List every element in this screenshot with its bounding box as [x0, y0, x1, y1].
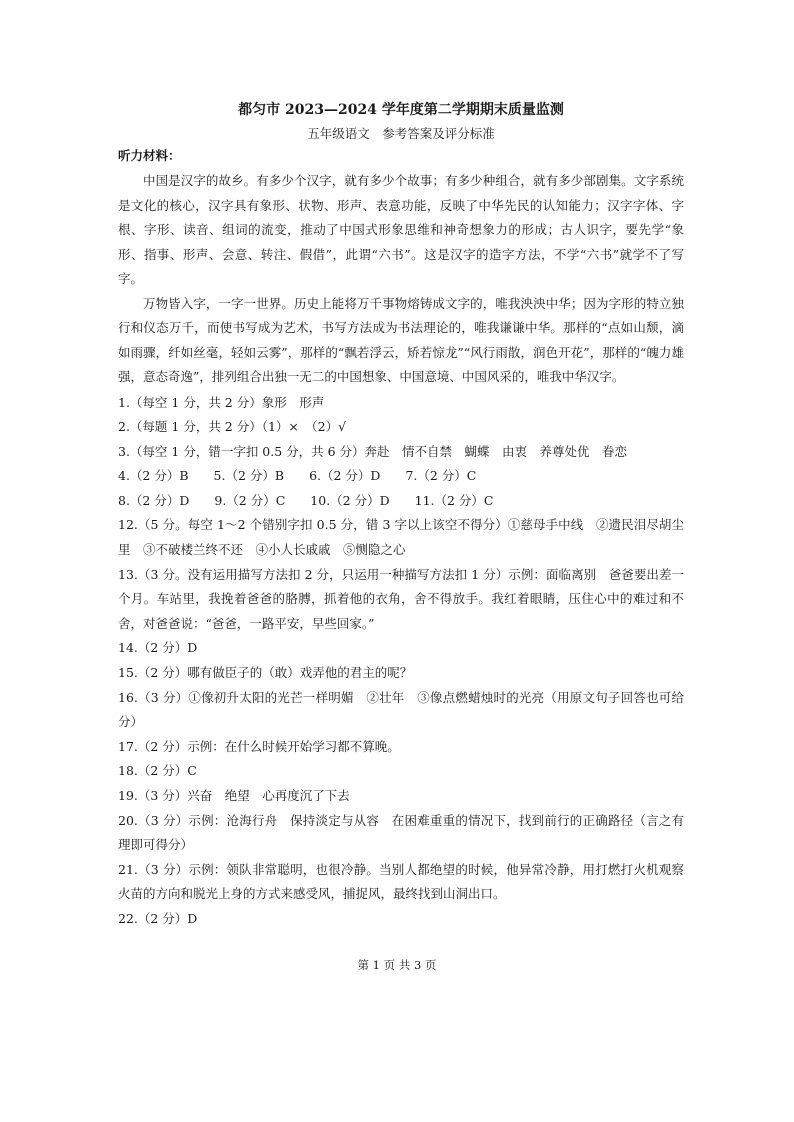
answer-item: 20.（3 分）示例：沧海行舟 保持淡定与从容 在困难重重的情况下，找到前行的正确路径（言之有理即可得分）: [118, 812, 684, 853]
answer-item: 3.（每空 1 分，错一字扣 0.5 分，共 6 分）奔赴 情不自禁 蝴蝶 由衷 养尊处优 眷恋: [118, 443, 628, 459]
answer-item: 14.（2 分）D: [118, 640, 198, 656]
answer-item: 19.（3 分）兴奋 绝望 心再度沉了下去: [118, 788, 350, 803]
answer-item: 1.（每空 1 分，共 2 分）象形 形声: [118, 394, 325, 410]
answer-item: 2.（每题 1 分，共 2 分）（1）× （2）√: [118, 419, 347, 435]
answer-item: 16.（3 分）①像初升太阳的光芒一样明媚 ②壮年 ③像点燃蜡烛时的光亮（用原文句子回答也可给分）: [118, 689, 684, 730]
answer-list: [118, 391, 684, 932]
listening-paragraph-1: 中国是汉字的故乡。有多少个汉字，就有多少个故事；有多少种组合，就有多少部剧集。文字系统是文化的核心，汉字具有象形、状物、形声、表意功能，反映了中华先民的认知能力；汉字字体、字根、字形、读音、组词的流变，推动了中国式形象思维和神奇想象力的形成；古人识字，要先学“象形、指事、形声、会意、转注、假借”，此谓“六书”。这是汉字的造字方法，不学“六书”就学不了写字。: [118, 173, 684, 286]
answer-item: 13.（3 分。没有运用描写方法扣 2 分，只运用一种描写方法扣 1 分）示例：面临离别 爸爸要出差一个月。车站里，我挽着爸爸的胳膊，抓着他的衣角，舍不得放手。我红着眼睛，压住心中的难过和不舍，对爸爸说：“爸爸，一路平安，早些回家。”: [118, 566, 684, 631]
answer-item: 4.（2 分）B 5.（2 分）B 6.（2 分）D 7.（2 分）C: [118, 468, 477, 484]
document-subtitle: 五年级语文 参考答案及评分标准: [307, 126, 495, 141]
listening-paragraph-2: 万物皆入字，一字一世界。历史上能将万千事物熔铸成文字的，唯我泱泱中华；因为字形的特立独行和仪态万千，而使书写成为艺术，书写方法成为书法理论的，唯我谦谦中华。那样的“点如山颓，滴如雨骤，纤如丝毫，轻如云雾”，那样的“飘若浮云，矫若惊龙”“风行雨散，润色开花”，那样的“魄力雄强，意态奇逸”，排列组合出独一无二的中国想象、中国意境、中国风采的，唯我中华汉字。: [118, 295, 684, 384]
document-title: 都匀市 2023—2024 学年度第二学期期末质量监测: [238, 102, 564, 118]
answer-item: 8.（2 分）D 9.（2 分）C 10.（2 分）D 11.（2 分）C: [118, 492, 494, 508]
answer-item: 22.（2 分）D: [118, 910, 198, 926]
listening-heading: 听力材料：: [118, 148, 181, 163]
answer-item: 17.（2 分）示例：在什么时候开始学习都不算晚。: [118, 738, 400, 754]
answer-item: 21.（3 分）示例：领队非常聪明，也很冷静。当别人都绝望的时候，他异常冷静，用打燃打火机观察火苗的方向和脱光上身的方式来感受风，捕捉风，最终找到山洞出口。: [118, 861, 684, 902]
page-number-footer: 第 1 页 共 3 页: [357, 958, 437, 972]
document-page: [118, 100, 684, 932]
answer-item: 15.（2 分）哪有做臣子的（敢）戏弄他的君主的呢？: [118, 665, 413, 681]
answer-item: 12.（5 分。每空 1～2 个错别字扣 0.5 分，错 3 字以上该空不得分）①慈母手中线 ②遗民泪尽胡尘里 ③不破楼兰终不还 ④小人长戚戚 ⑤恻隐之心: [118, 517, 684, 558]
answer-item: 18.（2 分）C: [118, 763, 197, 779]
